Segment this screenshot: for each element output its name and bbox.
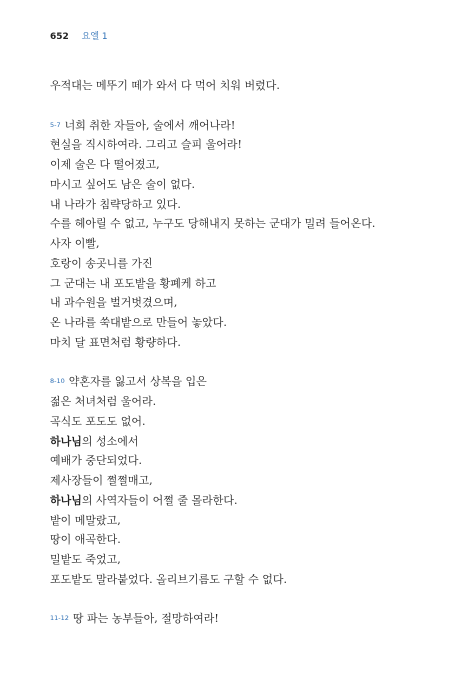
page-header xyxy=(50,29,108,42)
text-line xyxy=(50,609,440,629)
line-text: 젊은 처녀처럼 울어라. xyxy=(50,395,157,408)
line-text: 포도밭도 말라붙었다. 올리브기름도 구할 수 없다. xyxy=(50,572,287,586)
text-line xyxy=(50,175,440,195)
line-text: 약혼자를 잃고서 상복을 입은 xyxy=(68,375,207,389)
line-text: 내 나라가 침략당하고 있다. xyxy=(50,197,181,211)
text-line xyxy=(50,570,440,590)
stanza-gap xyxy=(50,96,440,116)
line-text: 밀밭도 죽었고, xyxy=(50,553,121,566)
line-text: 제사장들이 쩔쩔매고, xyxy=(50,474,153,487)
stanza-gap xyxy=(50,590,440,610)
text-line xyxy=(50,372,440,392)
line-text: 호랑이 송곳니를 가진 xyxy=(50,256,153,270)
line-text: 마시고 싶어도 남은 술이 없다. xyxy=(50,177,195,191)
text-line xyxy=(50,135,440,155)
book-reference: 요엘 1 xyxy=(81,32,108,42)
text-line xyxy=(50,511,440,531)
verse-number: 11-12 xyxy=(50,614,69,623)
text-line xyxy=(50,234,440,254)
line-text: 수를 헤아릴 수 없고, 누구도 당해내지 못하는 군대가 밀려 들어온다. xyxy=(50,217,376,231)
text-line xyxy=(50,550,440,570)
text-line xyxy=(50,392,440,412)
line-text: 예배가 중단되었다. xyxy=(50,454,143,468)
text-line xyxy=(50,471,440,491)
line-text: 의 성소에서 xyxy=(81,434,139,448)
line-text: 땅이 애곡한다. xyxy=(50,533,121,547)
text-line xyxy=(50,76,440,96)
line-text: 우적대는 메뚜기 떼가 와서 다 먹어 치워 버렸다. xyxy=(50,79,280,92)
text-line xyxy=(50,274,440,294)
text-line xyxy=(50,155,440,175)
line-text: 온 나라를 쑥대밭으로 만들어 놓았다. xyxy=(50,316,227,329)
text-line xyxy=(50,412,440,432)
bold-word: 하나님 xyxy=(50,434,82,448)
verse-number: 8-10 xyxy=(50,377,65,386)
text-line xyxy=(50,491,440,511)
bold-word: 하나님 xyxy=(50,493,82,507)
line-text: 내 과수원을 벌거벗겼으며, xyxy=(50,296,178,310)
text-line xyxy=(50,214,440,234)
text-line xyxy=(50,293,440,313)
text-line xyxy=(50,195,440,215)
line-text: 현실을 직시하여라. 그리고 슬피 울어라! xyxy=(50,138,242,152)
line-text: 의 사역자들이 어쩔 줄 몰라한다. xyxy=(81,493,238,507)
text-line xyxy=(50,254,440,274)
text-line xyxy=(50,313,440,333)
line-text: 사자 이빨, xyxy=(50,237,100,250)
verse-number: 5-7 xyxy=(50,120,61,129)
line-text: 그 군대는 내 포도밭을 황폐케 하고 xyxy=(50,276,217,290)
line-text: 이제 술은 다 떨어졌고, xyxy=(50,158,160,171)
line-text: 곡식도 포도도 없어. xyxy=(50,414,146,428)
line-text: 마치 달 표면처럼 황량하다. xyxy=(50,335,181,349)
line-text: 밭이 메말랐고, xyxy=(50,513,121,527)
page-number: 652 xyxy=(50,32,69,42)
text-line xyxy=(50,530,440,550)
text-line xyxy=(50,116,440,136)
scripture-text xyxy=(50,76,440,629)
text-line xyxy=(50,432,440,452)
text-line xyxy=(50,333,440,353)
line-text: 땅 파는 농부들아, 절망하여라! xyxy=(72,612,219,626)
text-line xyxy=(50,451,440,471)
line-text: 너희 취한 자들아, 술에서 깨어나라! xyxy=(64,118,236,132)
stanza-gap xyxy=(50,353,440,373)
